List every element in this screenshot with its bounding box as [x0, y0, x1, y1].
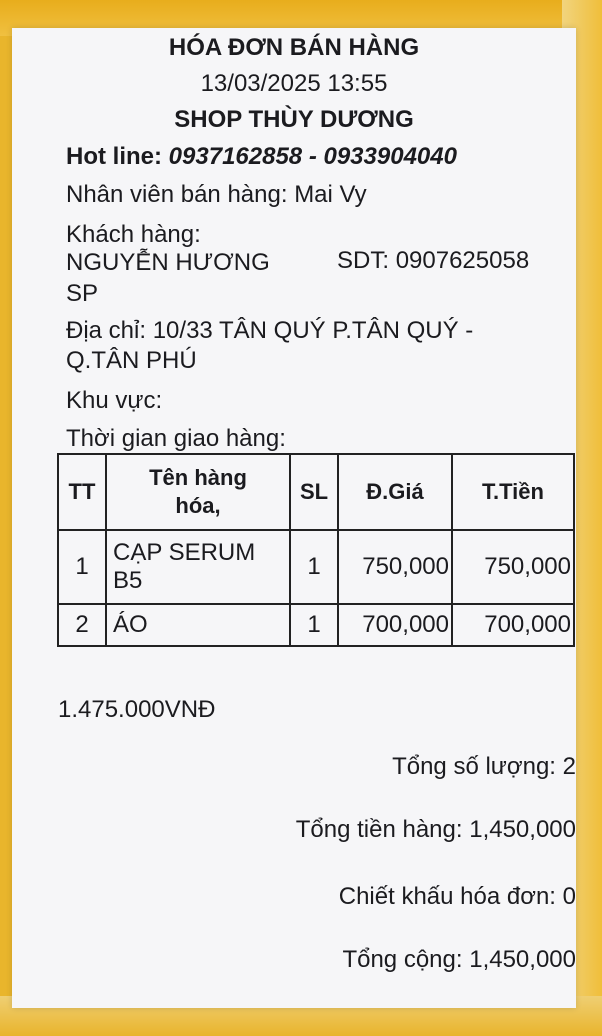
shop-name: SHOP THÙY DƯƠNG [174, 106, 414, 133]
header-name-line1: Tên hàng [149, 465, 247, 490]
staff-label: Nhân viên bán hàng: [66, 181, 288, 208]
staff-name: Mai Vy [294, 181, 367, 208]
address [66, 317, 473, 345]
handwritten-total: 1.475.000VNĐ [58, 696, 216, 723]
summary-discount-label: Chiết khấu hóa đơn: [338, 883, 556, 910]
header-name [106, 454, 290, 530]
invoice-datetime: 13/03/2025 13:55 [200, 70, 388, 97]
cell-unit-price: 750,000 [338, 530, 452, 604]
receipt-paper [12, 28, 576, 1008]
address-line1: 10/33 TÂN QUÝ P.TÂN QUÝ - [152, 317, 474, 344]
address-label: Địa chỉ: [66, 317, 147, 344]
cell-qty: 1 [290, 604, 338, 646]
summary-qty-label: Tổng số lượng: [392, 753, 556, 780]
delivery-label: Thời gian giao hàng: [66, 425, 286, 452]
cell-total: 700,000 [452, 604, 574, 646]
cell-total: 750,000 [452, 530, 574, 604]
customer-name-cont: SP [66, 280, 99, 307]
cell-tt: 2 [58, 604, 106, 646]
area-label: Khu vực: [66, 387, 163, 414]
cell-tt: 1 [58, 530, 106, 604]
summary-subtotal-label: Tổng tiền hàng: [295, 816, 463, 843]
phone-value: 0907625058 [395, 247, 530, 274]
customer-name: NGUYỄN HƯƠNG [66, 249, 270, 276]
header-unit-price: Đ.Giá [338, 454, 452, 530]
hotline-value: 0937162858 - 0933904040 [168, 143, 457, 170]
cell-unit-price: 700,000 [338, 604, 452, 646]
table-row [58, 530, 574, 604]
summary-qty-value: 2 [562, 753, 576, 780]
summary-grand-label: Tổng cộng: [342, 946, 463, 973]
summary-discount [339, 883, 576, 911]
staff [66, 181, 367, 209]
header-tt: TT [58, 454, 106, 530]
cell-name-line1: CẠP SERUM [113, 539, 256, 566]
header-name-line2: hóa, [175, 493, 221, 518]
summary-qty [392, 753, 576, 781]
customer-label: Khách hàng: [66, 221, 201, 248]
cell-name [106, 530, 290, 604]
cell-name: ÁO [106, 604, 290, 646]
header-total: T.Tiền [452, 454, 574, 530]
summary-subtotal-value: 1,450,000 [469, 816, 576, 843]
invoice-title: HÓA ĐƠN BÁN HÀNG [168, 34, 420, 61]
table-header-row [58, 454, 574, 530]
cell-name-line2: B5 [113, 567, 143, 594]
phone-label: SDT: [337, 247, 390, 274]
cell-qty: 1 [290, 530, 338, 604]
summary-grand-value: 1,450,000 [469, 946, 576, 973]
hotline [66, 143, 457, 171]
summary-discount-value: 0 [562, 883, 576, 910]
items-table [57, 453, 575, 647]
summary-subtotal [296, 816, 576, 844]
address-line2: Q.TÂN PHÚ [66, 347, 197, 374]
hotline-label: Hot line: [66, 143, 162, 170]
customer-phone [337, 247, 529, 275]
header-qty: SL [290, 454, 338, 530]
table-row [58, 604, 574, 646]
summary-grand-total [342, 946, 576, 974]
